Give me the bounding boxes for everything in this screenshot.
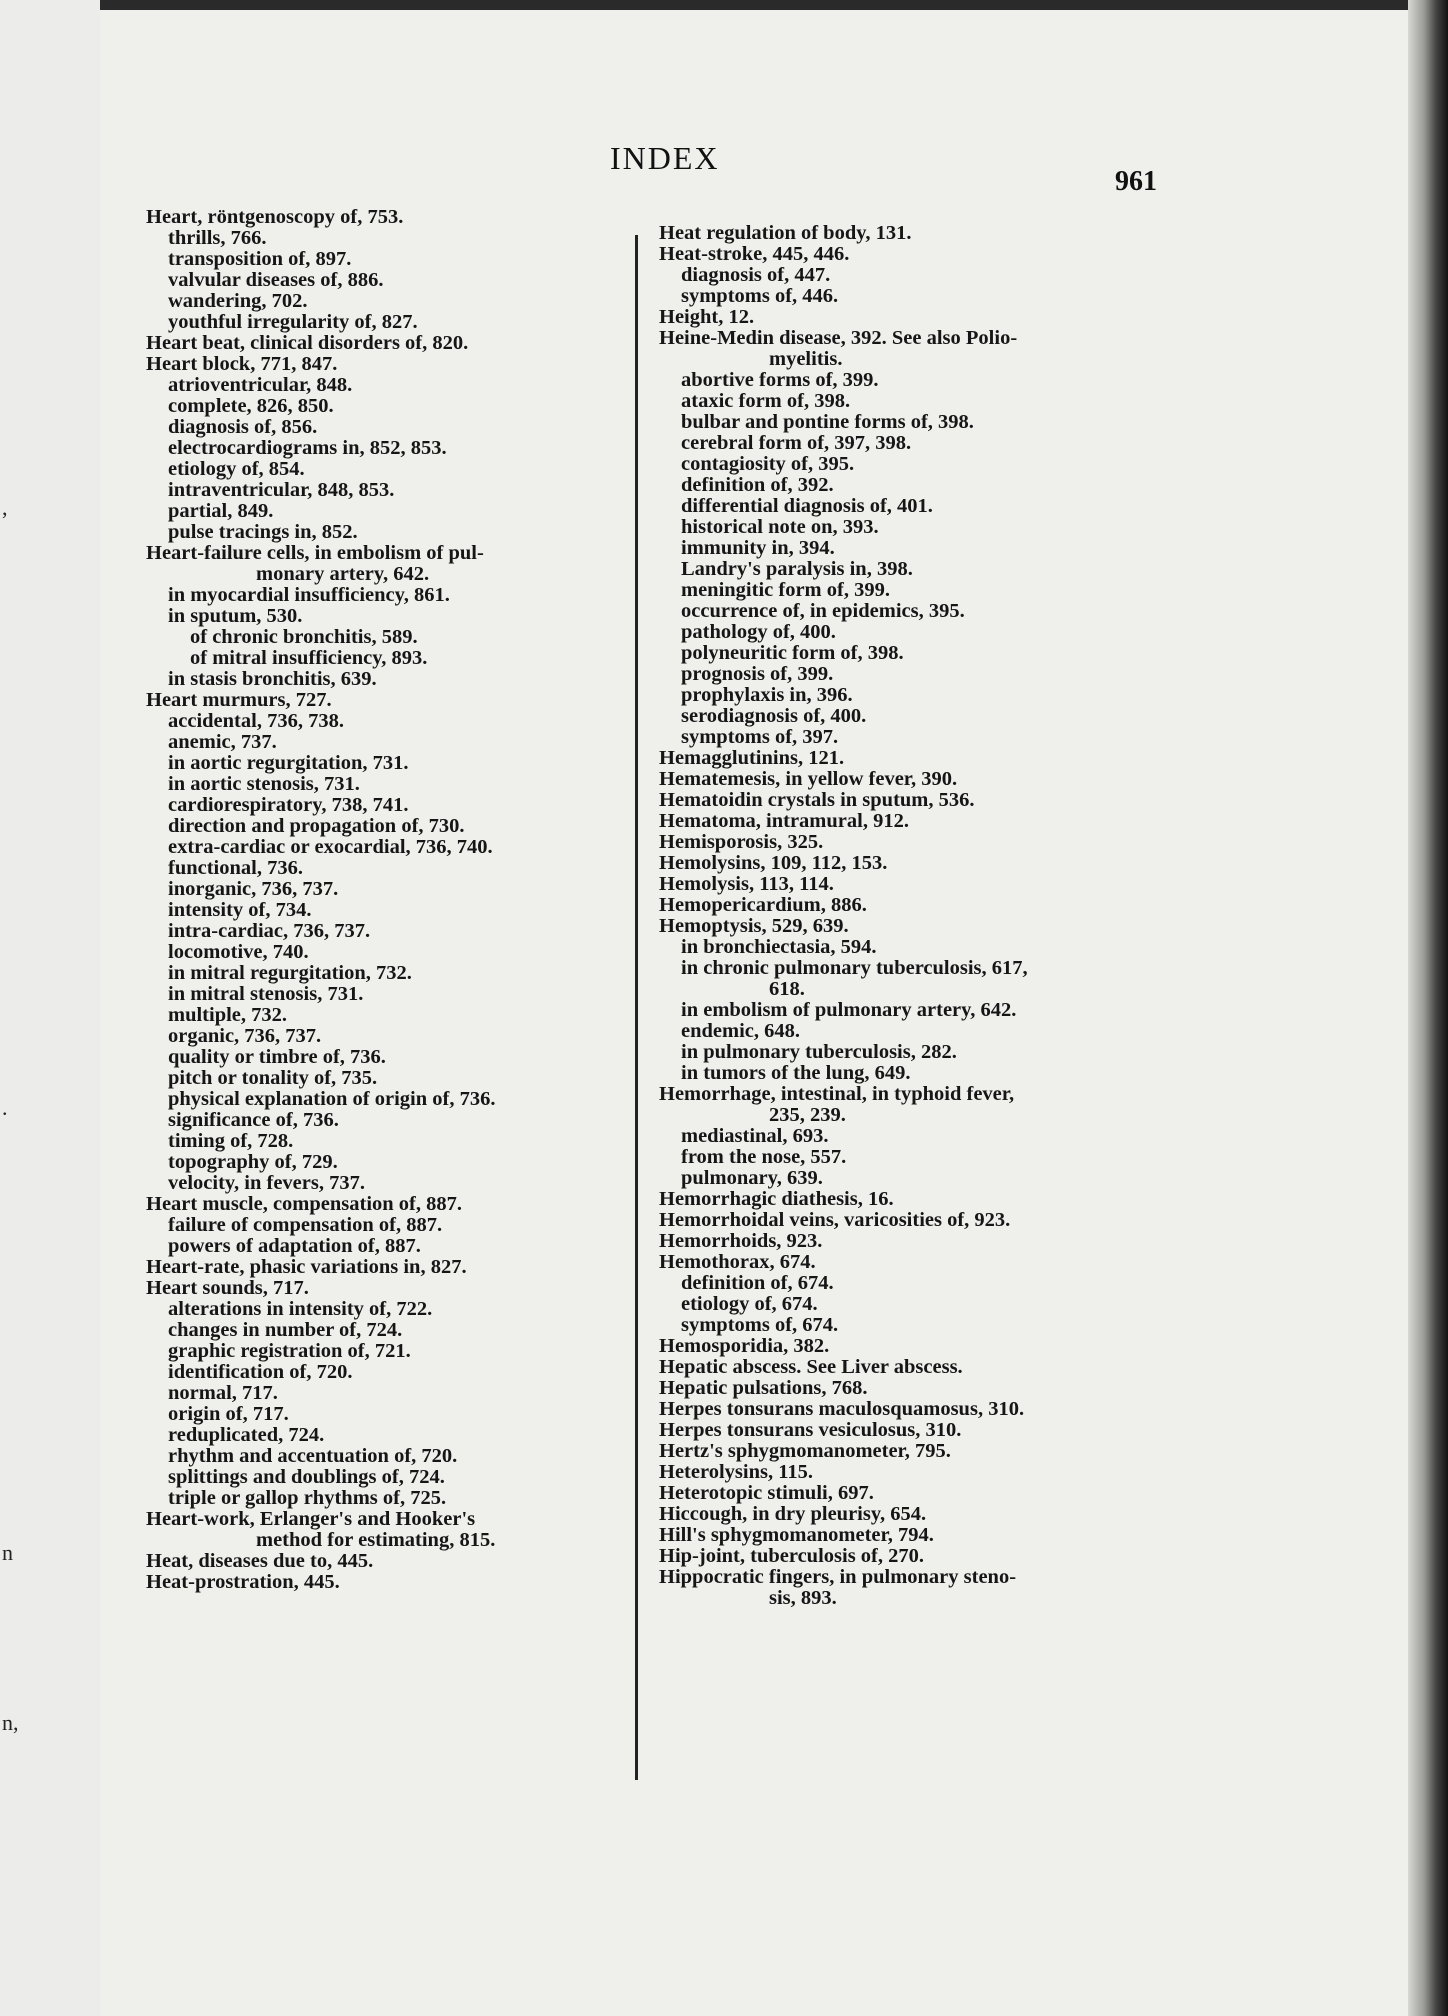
- index-entry: Heat-stroke, 445, 446.: [659, 243, 850, 265]
- index-entry: Hemorrhoids, 923.: [659, 1230, 823, 1252]
- index-entry: quality or timbre of, 736.: [168, 1046, 386, 1068]
- index-entry: bulbar and pontine forms of, 398.: [681, 411, 974, 433]
- index-entry: pitch or tonality of, 735.: [168, 1067, 378, 1089]
- index-entry: complete, 826, 850.: [168, 395, 334, 417]
- index-entry: in embolism of pulmonary artery, 642.: [681, 999, 1017, 1021]
- index-entry: inorganic, 736, 737.: [168, 878, 339, 900]
- index-entry: of chronic bronchitis, 589.: [190, 626, 418, 648]
- index-entry: contagiosity of, 395.: [681, 453, 855, 475]
- index-entry: timing of, 728.: [168, 1130, 294, 1152]
- index-entry: anemic, 737.: [168, 731, 277, 753]
- index-entry: Hepatic abscess. See Liver abscess.: [659, 1356, 963, 1378]
- index-entry: Hematoma, intramural, 912.: [659, 810, 909, 832]
- index-entry: cerebral form of, 397, 398.: [681, 432, 912, 454]
- index-entry: in myocardial insufficiency, 861.: [168, 584, 450, 606]
- page-heading: INDEX: [610, 140, 720, 176]
- index-entry: immunity in, 394.: [681, 537, 835, 559]
- index-entry: in mitral regurgitation, 732.: [168, 962, 412, 984]
- index-column-right: [659, 223, 1159, 1609]
- index-entry: 235, 239.: [769, 1104, 846, 1126]
- index-entry: method for estimating, 815.: [256, 1529, 496, 1551]
- index-entry: Heat, diseases due to, 445.: [146, 1550, 374, 1572]
- index-entry: in tumors of the lung, 649.: [681, 1062, 911, 1084]
- index-entry: ataxic form of, 398.: [681, 390, 851, 412]
- margin-fragment: .: [2, 1095, 8, 1120]
- index-entry: identification of, 720.: [168, 1361, 353, 1383]
- index-entry: Heart-failure cells, in embolism of pul-: [146, 542, 484, 564]
- index-entry: pulse tracings in, 852.: [168, 521, 358, 543]
- index-entry: cardiorespiratory, 738, 741.: [168, 794, 409, 816]
- index-entry: topography of, 729.: [168, 1151, 338, 1173]
- index-entry: sis, 893.: [769, 1587, 837, 1609]
- index-entry: direction and propagation of, 730.: [168, 815, 465, 837]
- index-entry: Hepatic pulsations, 768.: [659, 1377, 868, 1399]
- index-entry: Hertz's sphygmomanometer, 795.: [659, 1440, 951, 1462]
- index-entry: prophylaxis in, 396.: [681, 684, 853, 706]
- index-entry: velocity, in fevers, 737.: [168, 1172, 365, 1194]
- index-entry: intraventricular, 848, 853.: [168, 479, 395, 501]
- column-divider: [635, 235, 638, 1780]
- index-entry: symptoms of, 674.: [681, 1314, 839, 1336]
- index-entry: Hemopericardium, 886.: [659, 894, 867, 916]
- margin-fragment: ,: [2, 495, 8, 520]
- index-entry: valvular diseases of, 886.: [168, 269, 384, 291]
- index-entry: etiology of, 854.: [168, 458, 305, 480]
- index-entry: in aortic regurgitation, 731.: [168, 752, 409, 774]
- index-entry: intra-cardiac, 736, 737.: [168, 920, 371, 942]
- index-entry: changes in number of, 724.: [168, 1319, 403, 1341]
- index-entry: extra-cardiac or exocardial, 736, 740.: [168, 836, 493, 858]
- index-entry: Hemolysins, 109, 112, 153.: [659, 852, 888, 874]
- index-entry: Hemagglutinins, 121.: [659, 747, 845, 769]
- index-entry: Hill's sphygmomanometer, 794.: [659, 1524, 934, 1546]
- index-entry: Heart sounds, 717.: [146, 1277, 309, 1299]
- left-page-edge: [0, 0, 100, 2016]
- index-entry: in aortic stenosis, 731.: [168, 773, 360, 795]
- index-entry: Hemorrhoidal veins, varicosities of, 923.: [659, 1209, 1011, 1231]
- index-entry: from the nose, 557.: [681, 1146, 847, 1168]
- index-entry: Hemothorax, 674.: [659, 1251, 816, 1273]
- index-entry: electrocardiograms in, 852, 853.: [168, 437, 447, 459]
- index-entry: functional, 736.: [168, 857, 303, 879]
- page-edge-shadow: [1408, 0, 1448, 2016]
- index-entry: alterations in intensity of, 722.: [168, 1298, 433, 1320]
- index-entry: youthful irregularity of, 827.: [168, 311, 418, 333]
- index-entry: mediastinal, 693.: [681, 1125, 829, 1147]
- index-entry: Hematoidin crystals in sputum, 536.: [659, 789, 975, 811]
- index-entry: triple or gallop rhythms of, 725.: [168, 1487, 447, 1509]
- index-entry: reduplicated, 724.: [168, 1424, 325, 1446]
- index-entry: occurrence of, in epidemics, 395.: [681, 600, 965, 622]
- index-entry: Hemorrhage, intestinal, in typhoid fever,: [659, 1083, 1015, 1105]
- index-entry: diagnosis of, 856.: [168, 416, 318, 438]
- index-entry: 618.: [769, 978, 805, 1000]
- index-entry: Heat-prostration, 445.: [146, 1571, 340, 1593]
- index-entry: organic, 736, 737.: [168, 1025, 322, 1047]
- index-entry: graphic registration of, 721.: [168, 1340, 411, 1362]
- index-entry: monary artery, 642.: [256, 563, 430, 585]
- index-entry: Herpes tonsurans vesiculosus, 310.: [659, 1419, 962, 1441]
- index-entry: Heart block, 771, 847.: [146, 353, 338, 375]
- index-entry: Heart beat, clinical disorders of, 820.: [146, 332, 469, 354]
- index-entry: etiology of, 674.: [681, 1293, 818, 1315]
- index-entry: Hiccough, in dry pleurisy, 654.: [659, 1503, 927, 1525]
- index-entry: Heart-work, Erlanger's and Hooker's: [146, 1508, 476, 1530]
- index-entry: Hemolysis, 113, 114.: [659, 873, 834, 895]
- index-entry: endemic, 648.: [681, 1020, 800, 1042]
- index-entry: definition of, 674.: [681, 1272, 834, 1294]
- index-entry: powers of adaptation of, 887.: [168, 1235, 421, 1257]
- index-entry: Heart-rate, phasic variations in, 827.: [146, 1256, 467, 1278]
- index-entry: intensity of, 734.: [168, 899, 312, 921]
- index-entry: in pulmonary tuberculosis, 282.: [681, 1041, 957, 1063]
- index-entry: wandering, 702.: [168, 290, 308, 312]
- index-entry: significance of, 736.: [168, 1109, 339, 1131]
- index-entry: symptoms of, 397.: [681, 726, 839, 748]
- index-entry: Landry's paralysis in, 398.: [681, 558, 913, 580]
- index-entry: partial, 849.: [168, 500, 274, 522]
- index-entry: thrills, 766.: [168, 227, 267, 249]
- index-entry: of mitral insufficiency, 893.: [190, 647, 428, 669]
- index-entry: in chronic pulmonary tuberculosis, 617,: [681, 957, 1028, 979]
- index-entry: differential diagnosis of, 401.: [681, 495, 933, 517]
- index-entry: abortive forms of, 399.: [681, 369, 879, 391]
- index-entry: Hip-joint, tuberculosis of, 270.: [659, 1545, 924, 1567]
- margin-fragment: n: [2, 1540, 13, 1565]
- index-entry: diagnosis of, 447.: [681, 264, 831, 286]
- index-entry: Hemorrhagic diathesis, 16.: [659, 1188, 894, 1210]
- index-entry: in stasis bronchitis, 639.: [168, 668, 377, 690]
- index-column-left: [146, 207, 626, 1593]
- index-entry: pulmonary, 639.: [681, 1167, 823, 1189]
- index-entry: atrioventricular, 848.: [168, 374, 353, 396]
- index-entry: locomotive, 740.: [168, 941, 309, 963]
- index-entry: Heart, röntgenoscopy of, 753.: [146, 206, 404, 228]
- index-entry: multiple, 732.: [168, 1004, 288, 1026]
- index-entry: failure of compensation of, 887.: [168, 1214, 443, 1236]
- index-entry: Heterotopic stimuli, 697.: [659, 1482, 874, 1504]
- index-entry: Hemosporidia, 382.: [659, 1335, 830, 1357]
- index-entry: Heine-Medin disease, 392. See also Polio-: [659, 327, 1018, 349]
- index-entry: accidental, 736, 738.: [168, 710, 344, 732]
- index-entry: origin of, 717.: [168, 1403, 289, 1425]
- index-entry: polyneuritic form of, 398.: [681, 642, 904, 664]
- index-entry: symptoms of, 446.: [681, 285, 839, 307]
- page-top-shadow: [100, 0, 1420, 10]
- index-entry: transposition of, 897.: [168, 248, 352, 270]
- index-entry: rhythm and accentuation of, 720.: [168, 1445, 458, 1467]
- index-entry: Height, 12.: [659, 306, 755, 328]
- index-entry: meningitic form of, 399.: [681, 579, 890, 601]
- index-entry: definition of, 392.: [681, 474, 834, 496]
- index-entry: in sputum, 530.: [168, 605, 303, 627]
- page-number: 961: [1115, 166, 1157, 197]
- index-entry: in mitral stenosis, 731.: [168, 983, 364, 1005]
- index-entry: Hemisporosis, 325.: [659, 831, 824, 853]
- index-entry: Hemoptysis, 529, 639.: [659, 915, 849, 937]
- index-entry: Hippocratic fingers, in pulmonary steno-: [659, 1566, 1017, 1588]
- index-entry: Heterolysins, 115.: [659, 1461, 813, 1483]
- index-entry: myelitis.: [769, 348, 843, 370]
- index-entry: splittings and doublings of, 724.: [168, 1466, 445, 1488]
- index-entry: historical note on, 393.: [681, 516, 879, 538]
- index-entry: in bronchiectasia, 594.: [681, 936, 877, 958]
- index-entry: Heart muscle, compensation of, 887.: [146, 1193, 462, 1215]
- index-entry: Heat regulation of body, 131.: [659, 222, 912, 244]
- index-entry: Hematemesis, in yellow fever, 390.: [659, 768, 958, 790]
- index-entry: Heart murmurs, 727.: [146, 689, 332, 711]
- index-entry: physical explanation of origin of, 736.: [168, 1088, 496, 1110]
- index-entry: Herpes tonsurans maculosquamosus, 310.: [659, 1398, 1025, 1420]
- index-entry: prognosis of, 399.: [681, 663, 834, 685]
- index-entry: normal, 717.: [168, 1382, 278, 1404]
- index-entry: pathology of, 400.: [681, 621, 836, 643]
- index-entry: serodiagnosis of, 400.: [681, 705, 867, 727]
- margin-fragment: n,: [2, 1710, 19, 1735]
